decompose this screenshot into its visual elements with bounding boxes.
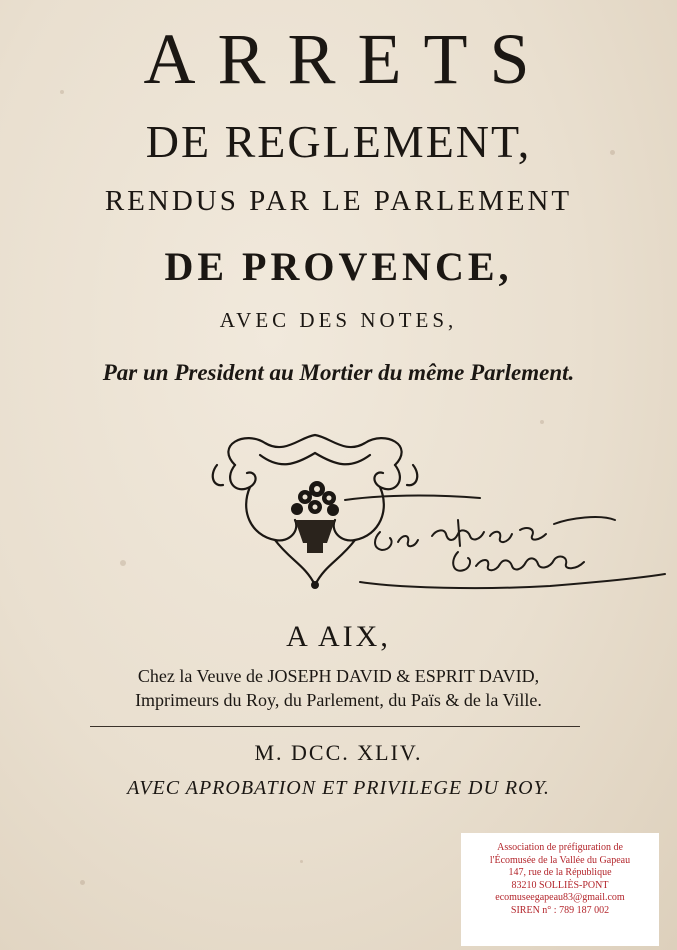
divider-rule xyxy=(90,726,580,727)
imprint-printer-titles: Imprimeurs du Roy, du Parlement, du Païs & de la Ville. xyxy=(135,690,542,710)
handwritten-signature xyxy=(340,490,675,610)
foxing-spot xyxy=(300,860,303,863)
subtitle-reglement: DE REGLEMENT, xyxy=(145,116,532,167)
main-title: ARRETS xyxy=(143,19,552,99)
publication-year: M. DCC. XLIV. xyxy=(254,740,423,765)
stamp-siren: SIREN n° : 789 187 002 xyxy=(510,904,610,916)
stamp-line: l'Écomusée de la Vallée du Gapeau xyxy=(489,854,631,866)
subtitle-provence: DE PROVENCE, xyxy=(164,244,513,289)
foxing-spot xyxy=(540,420,544,424)
foxing-spot xyxy=(120,560,126,566)
stamp-line: Association de préfiguration de xyxy=(497,842,623,853)
imprint-city: A AIX, xyxy=(286,620,391,653)
museum-stamp xyxy=(461,833,659,946)
subtitle-notes: AVEC DES NOTES, xyxy=(219,308,458,332)
stamp-line: 83210 SOLLIÈS-PONT xyxy=(511,879,609,891)
foxing-spot xyxy=(80,880,85,885)
imprint-printer: Chez la Veuve de JOSEPH DAVID & ESPRIT DAVID, xyxy=(137,666,540,686)
privilege-line: AVEC APROBATION ET PRIVILEGE DU ROY. xyxy=(127,777,550,799)
stamp-line: 147, rue de la République xyxy=(508,867,612,879)
stamp-email: ecomuseegapeau83@gmail.com xyxy=(495,892,625,904)
author-line: Par un President au Mortier du même Parlement. xyxy=(102,360,575,385)
subtitle-rendus: RENDUS PAR LE PARLEMENT xyxy=(104,185,573,217)
